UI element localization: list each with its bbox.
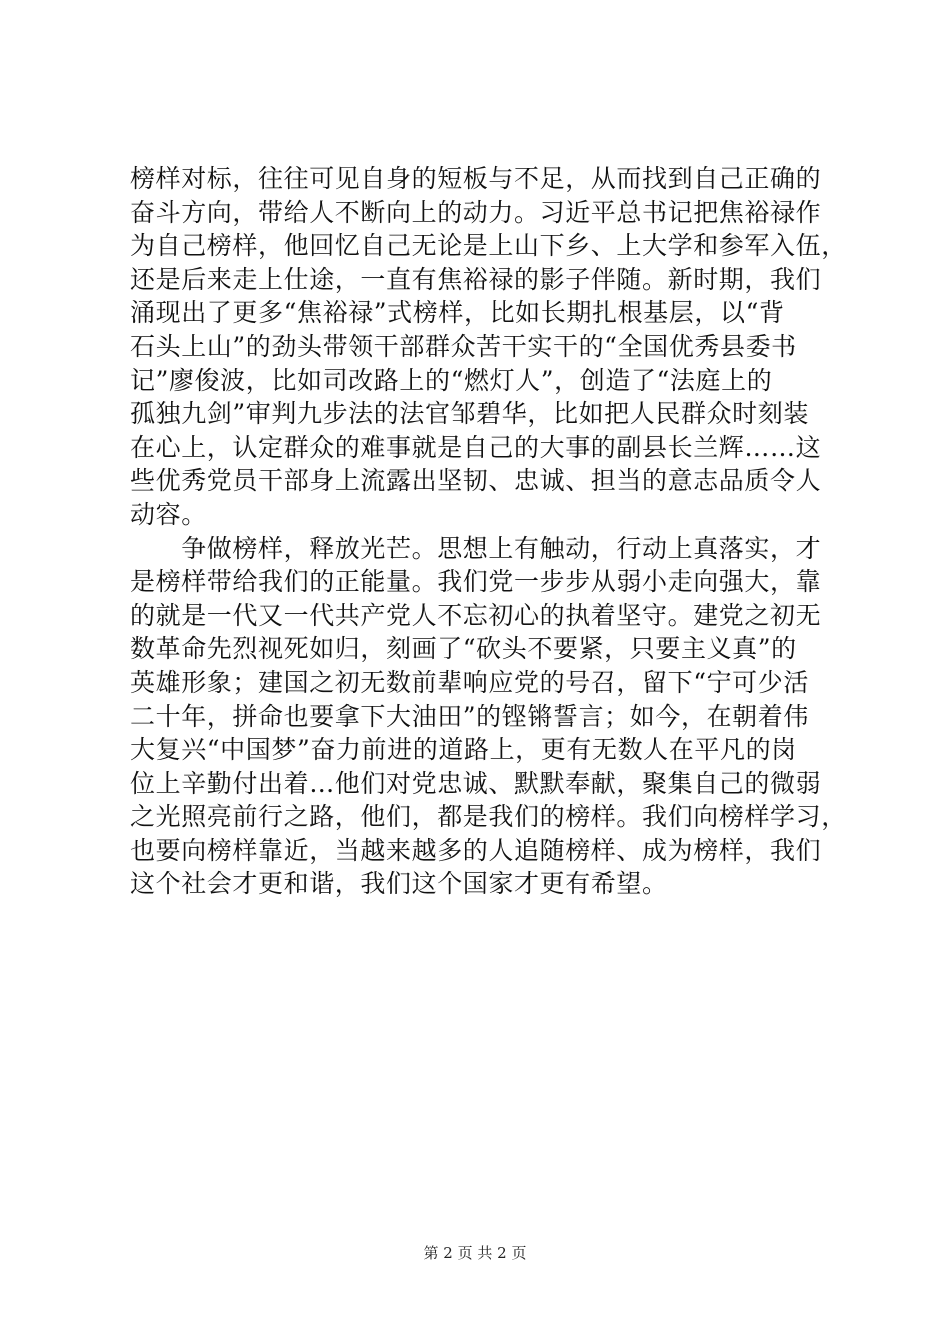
body-text (130, 162, 847, 901)
text-line: 榜样对标，往往可见自身的短板与不足，从而找到自己正确的 (130, 164, 822, 193)
paragraph-start-line: 争做榜样，释放光芒。思想上有触动，行动上真落实，才 (130, 533, 822, 563)
text-line: 孤独九剑”审判九步法的法官邹碧华，比如把人民群众时刻装 (130, 399, 809, 429)
text-line: 大复兴“中国梦”奋力前进的道路上，更有无数人在平凡的岗 (130, 735, 797, 765)
text-line: 记”廖俊波，比如司改路上的“燃灯人”，创造了“法庭上的 (130, 365, 773, 395)
text-line: 英雄形象；建国之初无数前辈响应党的号召，留下“宁可少活 (130, 667, 809, 697)
text-line: 也要向榜样靠近，当越来越多的人追随榜样、成为榜样，我们 (130, 835, 822, 865)
text-line: 些优秀党员干部身上流露出坚韧、忠诚、担当的意志品质令人 (130, 466, 822, 496)
text-line: 动容。 (130, 499, 207, 529)
text-line: 奋斗方向，带给人不断向上的动力。习近平总书记把焦裕禄作 (130, 197, 822, 227)
text-line: 涌现出了更多“焦裕禄”式榜样，比如长期扎根基层，以“背 (130, 298, 785, 328)
text-line: 的就是一代又一代共产党人不忘初心的执着坚守。建党之初无 (130, 600, 822, 630)
text-line: 数革命先烈视死如归，刻画了“砍头不要紧，只要主义真”的 (130, 634, 797, 664)
page-number-footer: 第 2 页 共 2 页 (423, 1244, 527, 1262)
text-line: 是榜样带给我们的正能量。我们党一步步从弱小走向强大，靠 (130, 567, 822, 597)
text-line: 为自己榜样，他回忆自己无论是上山下乡、上大学和参军入伍， (130, 231, 847, 261)
text-line: 石头上山”的劲头带领干部群众苦干实干的“全国优秀县委书 (130, 331, 797, 361)
text-line: 在心上，认定群众的难事就是自己的大事的副县长兰辉……这 (130, 432, 822, 462)
text-line: 之光照亮前行之路，他们，都是我们的榜样。我们向榜样学习， (130, 802, 847, 832)
text-line: 二十年，拼命也要拿下大油田”的铿锵誓言；如今，在朝着伟 (130, 701, 809, 731)
text-line: 位上辛勤付出着…他们对党忠诚、默默奉献，聚集自己的微弱 (130, 768, 822, 798)
text-line: 还是后来走上仕途，一直有焦裕禄的影子伴随。新时期，我们 (130, 264, 822, 294)
text-line: 这个社会才更和谐，我们这个国家才更有希望。 (130, 869, 668, 899)
